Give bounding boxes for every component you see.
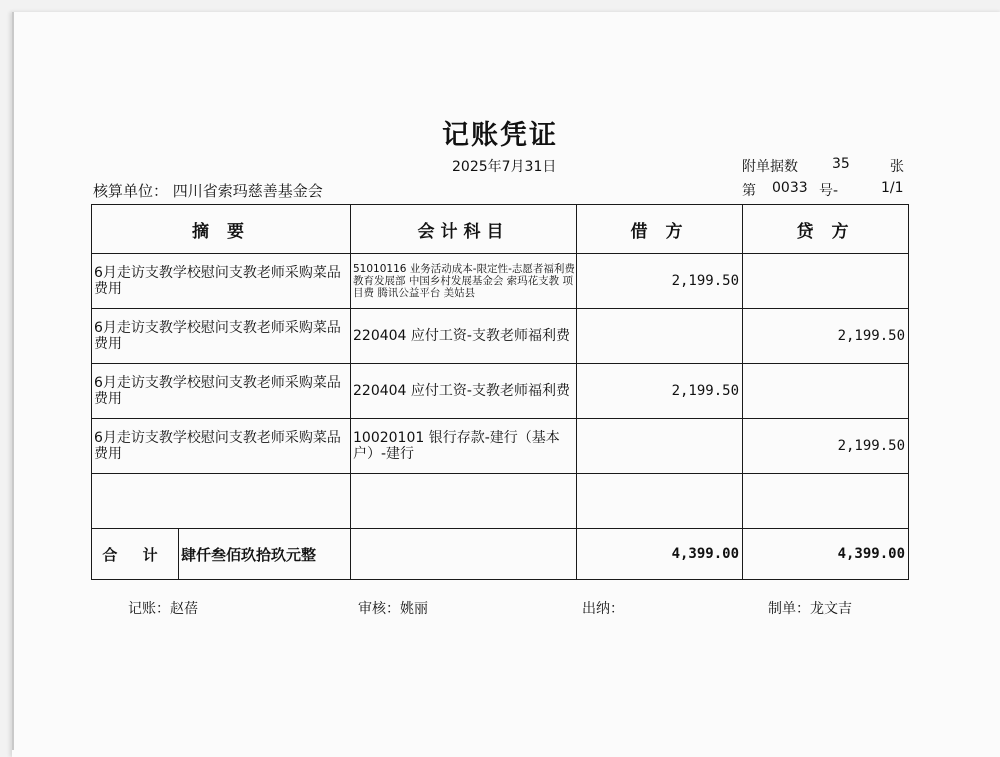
header-summary: 摘 要 [92, 205, 351, 254]
voucher-page: 1/1 [881, 180, 904, 196]
voucher-number-line [742, 180, 907, 200]
voucher-title: 记账凭证 [442, 120, 558, 151]
total-row [92, 529, 909, 580]
table-row [92, 254, 909, 309]
cell-debit [577, 309, 743, 364]
total-credit: 4,399.00 [743, 529, 909, 580]
preparer: 制单：龙文吉 [768, 601, 852, 617]
table-header-row [92, 205, 909, 254]
cell-summary: 6月走访支教学校慰问支教老师采购菜品费用 [92, 419, 351, 474]
header-debit: 借 方 [577, 205, 743, 254]
cell-debit: 2,199.50 [577, 364, 743, 419]
cashier: 出纳： [582, 601, 624, 617]
cell-account: 220404 应付工资-支教老师福利费 [351, 364, 577, 419]
total-account-blank [351, 529, 577, 580]
table-row [92, 309, 909, 364]
accounting-unit [93, 180, 323, 201]
cell-account [351, 474, 577, 529]
cell-account: 51010116 业务活动成本-限定性-志愿者福利费 教育发展部 中国乡村发展基金会 索玛花支教 项目费 腾讯公益平台 美姑县 [351, 254, 577, 309]
table-row-empty [92, 474, 909, 529]
voucher-no-prefix: 第 [742, 183, 756, 199]
voucher-no-suffix: 号- [819, 183, 839, 199]
reviewer: 审核：姚丽 [358, 601, 428, 617]
cell-summary: 6月走访支教学校慰问支教老师采购菜品费用 [92, 364, 351, 419]
cell-credit [743, 364, 909, 419]
cell-credit: 2,199.50 [743, 309, 909, 364]
cell-credit [743, 254, 909, 309]
voucher-table [91, 204, 909, 580]
cell-summary: 6月走访支教学校慰问支教老师采购菜品费用 [92, 254, 351, 309]
attachments-line [742, 156, 907, 176]
cell-debit [577, 474, 743, 529]
total-split-cell [92, 529, 351, 580]
cell-summary: 6月走访支教学校慰问支教老师采购菜品费用 [92, 309, 351, 364]
cell-summary [92, 474, 351, 529]
attachments-unit: 张 [890, 159, 904, 175]
cell-credit: 2,199.50 [743, 419, 909, 474]
voucher-number: 0033 [772, 180, 808, 196]
cell-debit: 2,199.50 [577, 254, 743, 309]
table-row [92, 364, 909, 419]
attachments-count: 35 [832, 156, 850, 172]
cell-debit [577, 419, 743, 474]
cell-account: 10020101 银行存款-建行（基本户）-建行 [351, 419, 577, 474]
attachments-label: 附单据数 [742, 159, 798, 175]
cell-credit [743, 474, 909, 529]
unit-label: 核算单位： [93, 182, 169, 200]
total-label: 合 计 [92, 529, 179, 579]
unit-name: 四川省索玛慈善基金会 [172, 182, 323, 200]
table-row [92, 419, 909, 474]
total-debit: 4,399.00 [577, 529, 743, 580]
total-amount-words: 肆仟叁佰玖拾玖元整 [181, 545, 317, 564]
bookkeeper: 记账：赵蓓 [128, 601, 198, 617]
voucher-date: 2025年7月31日 [452, 159, 557, 175]
header-account: 会计科目 [351, 205, 577, 254]
header-credit: 贷 方 [743, 205, 909, 254]
cell-account: 220404 应付工资-支教老师福利费 [351, 309, 577, 364]
